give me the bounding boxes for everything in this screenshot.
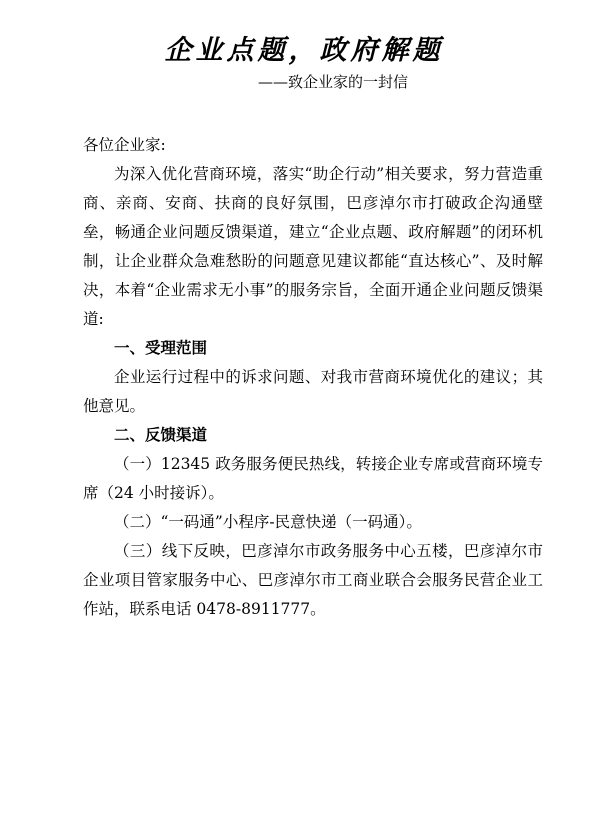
- salutation: 各位企业家:: [83, 136, 166, 154]
- section-heading-channels: 二、反馈渠道: [114, 426, 208, 444]
- letter-title: 企业点题，政府解题: [164, 35, 444, 66]
- scope-paragraph: 企业运行过程中的诉求问题、对我市营商环境优化的建议；其他意见。: [83, 368, 543, 415]
- letter-body: [83, 131, 543, 624]
- channel-item-miniprogram: （二）“一码通”小程序-民意快递（一码通）。: [114, 513, 422, 531]
- letter-subtitle: ——致企业家的一封信: [258, 73, 409, 91]
- intro-paragraph: 为深入优化营商环境，落实“助企行动”相关要求，努力营造重商、亲商、安商、扶商的良好氛围，巴彦淖尔市打破政企沟通壁垒，畅通企业问题反馈渠道，建立“企业点题、政府解题”的闭环机制，让企业群众急难愁盼的问题意见建议都能“直达核心”、及时解决，本着“企业需求无小事”的服务宗旨，全面开通企业问题反馈渠道:: [83, 165, 543, 328]
- channel-item-hotline: （一）12345 政务服务便民热线，转接企业专席或营商环境专席（24 小时接诉）。: [83, 455, 543, 502]
- section-heading-scope: 一、受理范围: [114, 339, 208, 357]
- channel-item-offline: （三）线下反映，巴彦淖尔市政务服务中心五楼，巴彦淖尔市企业项目管家服务中心、巴彦淖尔市工商业联合会服务民营企业工作站，联系电话 0478-8911777。: [83, 542, 543, 618]
